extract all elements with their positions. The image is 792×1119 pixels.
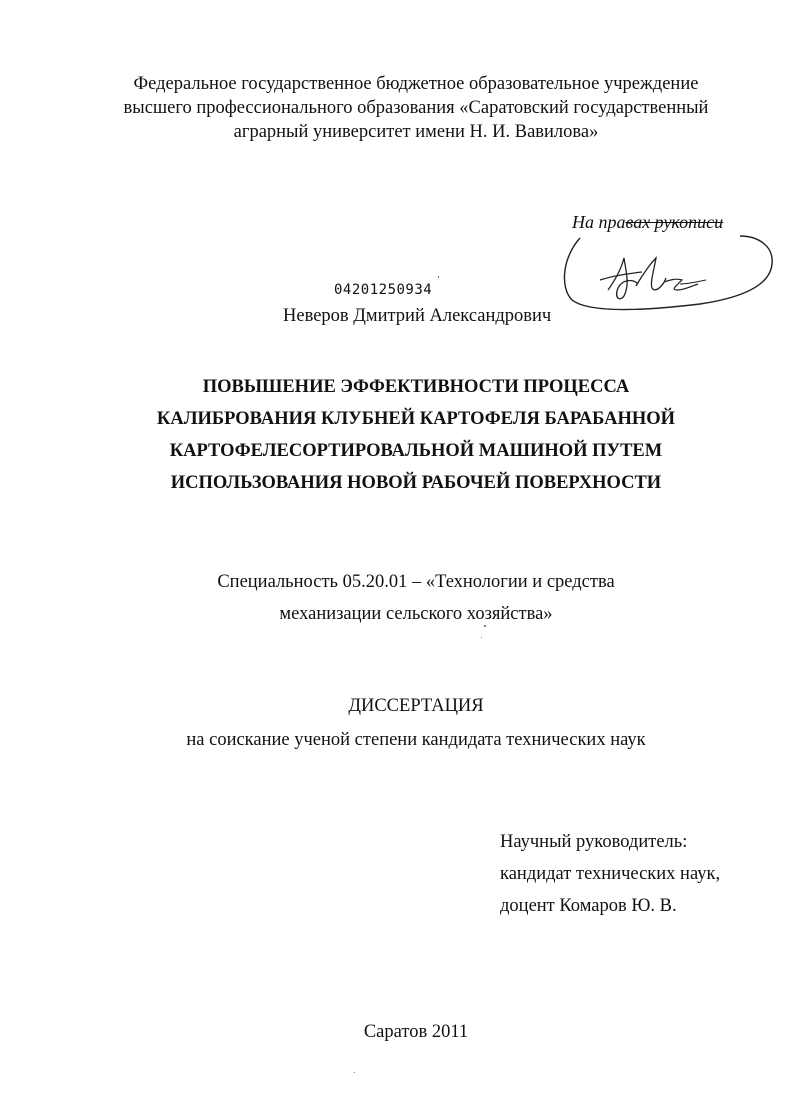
specialty-line: Специальность 05.20.01 – «Технологии и средства (217, 572, 615, 592)
supervisor-line: Научный руководитель: (500, 832, 688, 852)
scan-speck (481, 637, 482, 638)
manuscript-note-prefix: На пра (572, 212, 626, 232)
catalog-number: 04201250934 (334, 282, 433, 298)
scan-speck (484, 625, 486, 627)
institution-header (96, 72, 736, 144)
scan-speck (438, 276, 439, 278)
title-line: КАРТОФЕЛЕСОРТИРОВАЛЬНОЙ МАШИНОЙ ПУТЕМ (169, 441, 663, 461)
title-line: ПОВЫШЕНИЕ ЭФФЕКТИВНОСТИ ПРОЦЕССА (202, 377, 630, 397)
title-line: ИСПОЛЬЗОВАНИЯ НОВОЙ РАБОЧЕЙ ПОВЕРХНОСТИ (170, 473, 662, 493)
document-type: ДИССЕРТАЦИЯ (348, 696, 484, 716)
header-line: аграрный университет имени Н. И. Вавилова» (233, 122, 599, 142)
signature-icon (560, 228, 775, 318)
city-year: Саратов 2011 (363, 1022, 469, 1042)
scan-speck (354, 1072, 355, 1073)
supervisor-line: кандидат технических наук, (500, 864, 721, 884)
supervisor-line: доцент Комаров Ю. В. (500, 896, 677, 916)
dissertation-title (80, 371, 752, 499)
degree-statement: на соискание ученой степени кандидата технических наук (186, 730, 646, 750)
header-line: Федеральное государственное бюджетное образовательное учреждение (133, 74, 699, 94)
specialty-block (96, 566, 736, 630)
author-name: Неверов Дмитрий Александрович (283, 306, 552, 326)
specialty-line: механизации сельского хозяйства» (279, 604, 553, 624)
supervisor-block (500, 826, 720, 922)
title-line: КАЛИБРОВАНИЯ КЛУБНЕЙ КАРТОФЕЛЯ БАРАБАННОЙ (156, 409, 676, 429)
header-line: высшего профессионального образования «Саратовский государственный (123, 98, 709, 118)
manuscript-note-struck: вах рукописи (625, 212, 724, 232)
